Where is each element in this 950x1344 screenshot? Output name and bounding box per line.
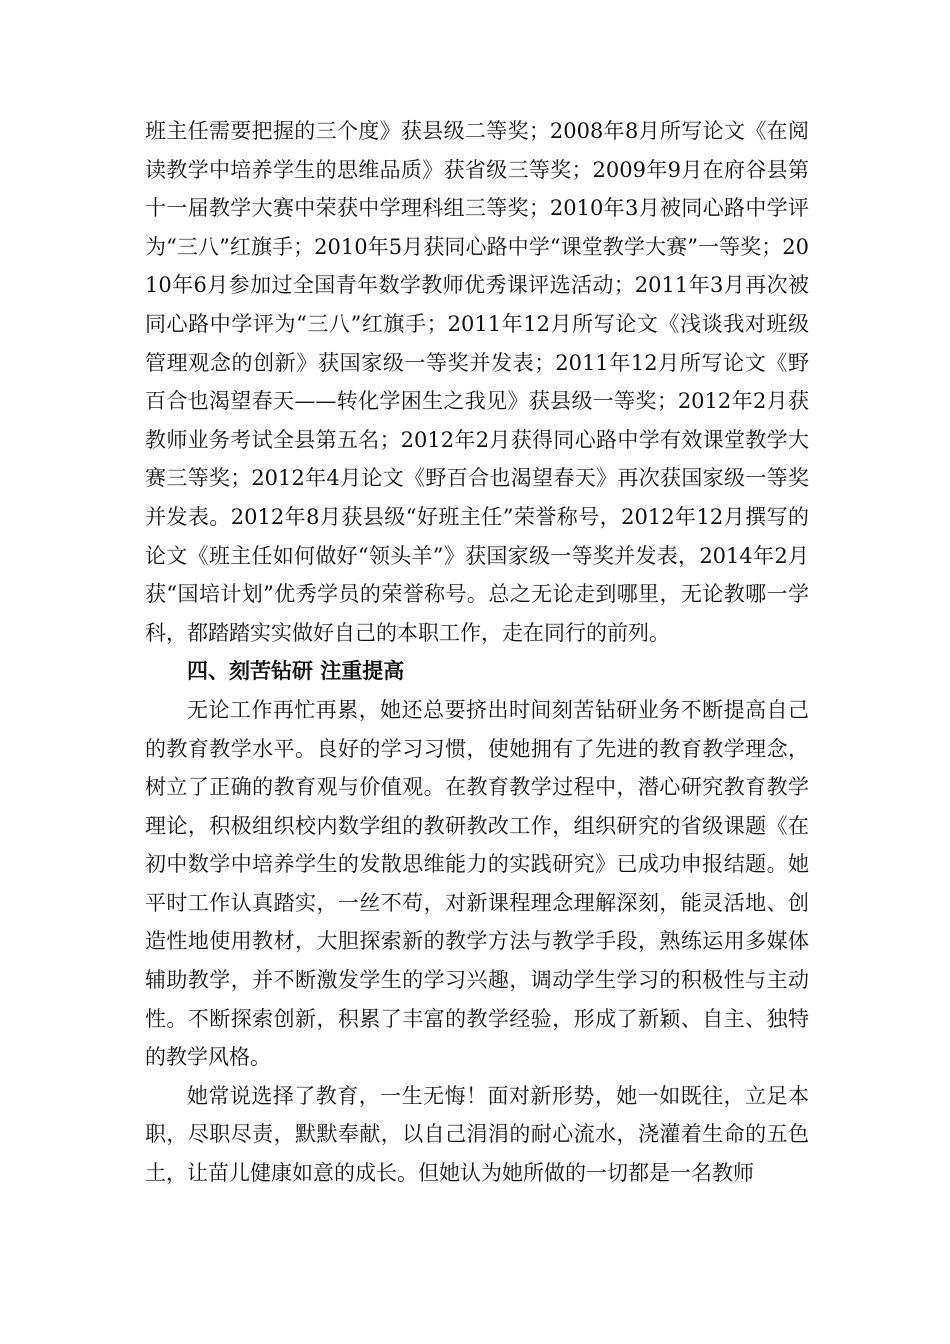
awards-paragraph: 班主任需要把握的三个度》获县级二等奖；2008年8月所写论文《在阅读教学中培养学生的思维品质》获省级三等奖；2009年9月在府谷县第十一届教学大赛中荣获中学理科组三等奖；2010年3月被同心路中学评为“三八”红旗手；2010年5月获同心路中学“课堂教学大赛”一等奖；2010年6月参加过全国青年数学教师优秀课评选活动；2011年3月再次被同心路中学评为“三八”红旗手；2011年12月所写论文《浅谈我对班级管理观念的创新》获国家级一等奖并发表；2011年12月所写论文《野百合也渴望春天——转化学困生之我见》获县级一等奖；2012年2月获教师业务考试全县第五名；2012年2月获得同心路中学有效课堂教学大赛三等奖；2012年4月论文《野百合也渴望春天》再次获国家级一等奖并发表。2012年8月获县级“好班主任”荣誉称号，2012年12月撰写的论文《班主任如何做好“领头羊”》获国家级一等奖并发表，2014年2月获“国培计划”优秀学员的荣誉称号。总之无论走到哪里，无论教哪一学科，都踏踏实实做好自己的本职工作，走在同行的前列。 [145, 119, 809, 645]
section-heading: 四、刻苦钻研 注重提高 [187, 659, 405, 684]
choice-paragraph: 她常说选择了教育，一生无悔！面对新形势，她一如既往，立足本职，尽职尽责，默默奉献，以自己涓涓的耐心流水，浇灌着生命的五色土，让苗儿健康如意的成长。但她认为她所做的一切都是一名教师 [145, 1083, 809, 1186]
study-paragraph: 无论工作再忙再累，她还总要挤出时间刻苦钻研业务不断提高自己的教育教学水平。良好的学习习惯，使她拥有了先进的教育教学理念，树立了正确的教育观与价值观。在教育教学过程中，潜心研究教育教学理论，积极组织校内数学组的教研教改工作，组织研究的省级课题《在初中数学中培养学生的发散思维能力的实践研究》已成功申报结题。她平时工作认真踏实，一丝不苟，对新课程理念理解深刻，能灵活地、创造性地使用教材，大胆探索新的教学方法与教学手段，熟练运用多媒体辅助教学，并不断激发学生的学习兴趣，调动学生学习的积极性与主动性。不断探索创新，积累了丰富的教学经验，形成了新颖、自主、独特的教学风格。 [145, 697, 809, 1070]
document-page [145, 112, 809, 1193]
